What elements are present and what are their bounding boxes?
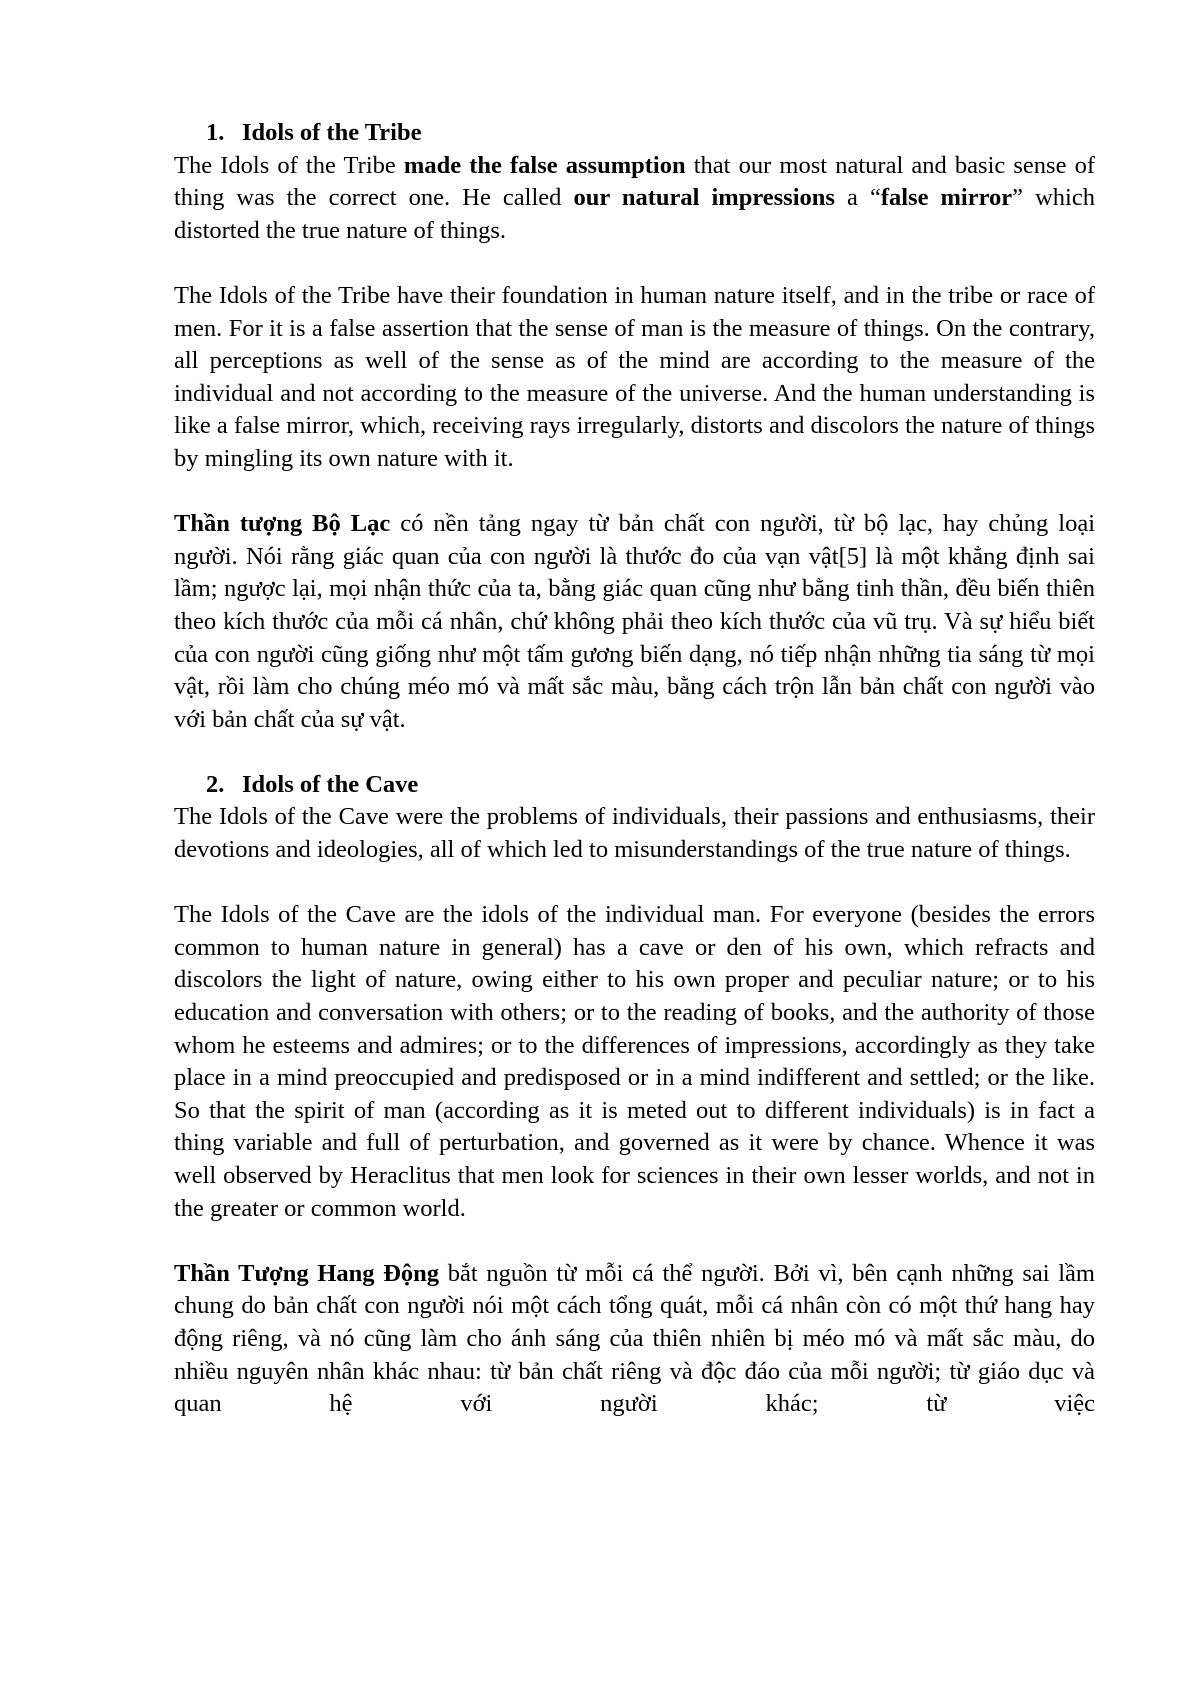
section-1-quote: The Idols of the Tribe have their foundation in human nature itself, and in the tribe or race of men. For it is a false assertion that the sense of man is the measure of things. On the contrary, all perceptions as well of the sense as of the mind are according to the measure of the individual and not according to the measure of the universe. And the human understanding is like a false mirror, which, receiving rays irregularly, distorts and discolors the nature of things by mingling its own nature with it. [174, 281, 1095, 472]
paragraph-gap [174, 247, 1095, 280]
summary-bold: our natural impressions [573, 184, 835, 212]
section-1-vietnamese [174, 508, 1095, 736]
section-2-quote: The Idols of the Cave are the idols of the individual man. For everyone (besides the errors common to human nature in general) has a cave or den of his own, which refracts and discolors the light of nature, owing either to his own proper and peculiar nature; or to his education and conversation with others; or to the reading of books, and the authority of those whom he esteems and admires; or to the differences of impressions, accordingly as they take place in a mind preoccupied and predisposed or in a mind indifferent and settled; or the like. So that the spirit of man (according as it is meted out to different individuals) is in fact a thing variable and full of perturbation, and governed as it were by chance. Whence it was well observed by Heraclitus that men look for sciences in their own lesser worlds, and not in the greater or common world. [174, 901, 1095, 1222]
section-2-number: 2. [206, 770, 225, 798]
paragraph-gap [174, 867, 1095, 900]
section-1-vietnamese-term: Thần tượng Bộ Lạc [174, 510, 391, 538]
summary-bold: false mirror [880, 184, 1013, 212]
summary-bold: made the false assumption [403, 151, 686, 179]
section-1-title: Idols of the Tribe [242, 119, 422, 146]
section-2-vietnamese-term: Thần Tượng Hang Động [174, 1259, 440, 1287]
document-page [174, 117, 1095, 1421]
section-1-summary [174, 150, 1095, 248]
summary-text: The Idols of the Tribe [174, 151, 404, 179]
section-2-heading [174, 769, 1095, 802]
summary-text: ” which distorted the true nature of things. [174, 184, 1095, 244]
summary-text: a “ [834, 184, 881, 212]
section-2-vietnamese [174, 1258, 1095, 1421]
section-1-heading [174, 117, 1095, 150]
section-1-number: 1. [206, 119, 225, 146]
section-2-vietnamese-text: bắt nguồn từ mỗi cá thể người. Bởi vì, bên cạnh những sai lầm chung do bản chất con người nói một cách tổng quát, mỗi cá nhân còn có một thứ hang hay động riêng, và nó cũng làm cho ánh sáng của thiên nhiên bị méo mó và mất sắc màu, do nhiều nguyên nhân khác nhau: từ bản chất riêng và độc đáo của mỗi người; từ giáo dục và quan hệ với người khác; từ việc [174, 1259, 1095, 1418]
section-2-title: Idols of the Cave [242, 770, 419, 798]
section-1-vietnamese-text: có nền tảng ngay từ bản chất con người, từ bộ lạc, hay chủng loại người. Nói rằng giác quan của con người là thước đo của vạn vật[5] là một khẳng định sai lầm; ngược lại, mọi nhận thức của ta, bằng giác quan cũng như bằng tinh thần, đều biến thiên theo kích thước của mỗi cá nhân, chứ không phải theo kích thước của vũ trụ. Và sự hiểu biết của con người cũng giống như một tấm gương biến dạng, nó tiếp nhận những tia sáng từ mọi vật, rồi làm cho chúng méo mó và mất sắc màu, bằng cách trộn lẫn bản chất con người vào với bản chất của sự vật. [174, 510, 1096, 733]
section-2-summary: The Idols of the Cave were the problems of individuals, their passions and enthusiasms, their devotions and ideologies, all of which led to misunderstandings of the true nature of things. [174, 803, 1095, 864]
summary-text: that our most natural and basic sense of thing was the correct one. He called [174, 151, 1096, 212]
paragraph-gap [174, 1225, 1095, 1258]
paragraph-gap [174, 476, 1095, 509]
paragraph-gap [174, 736, 1095, 769]
